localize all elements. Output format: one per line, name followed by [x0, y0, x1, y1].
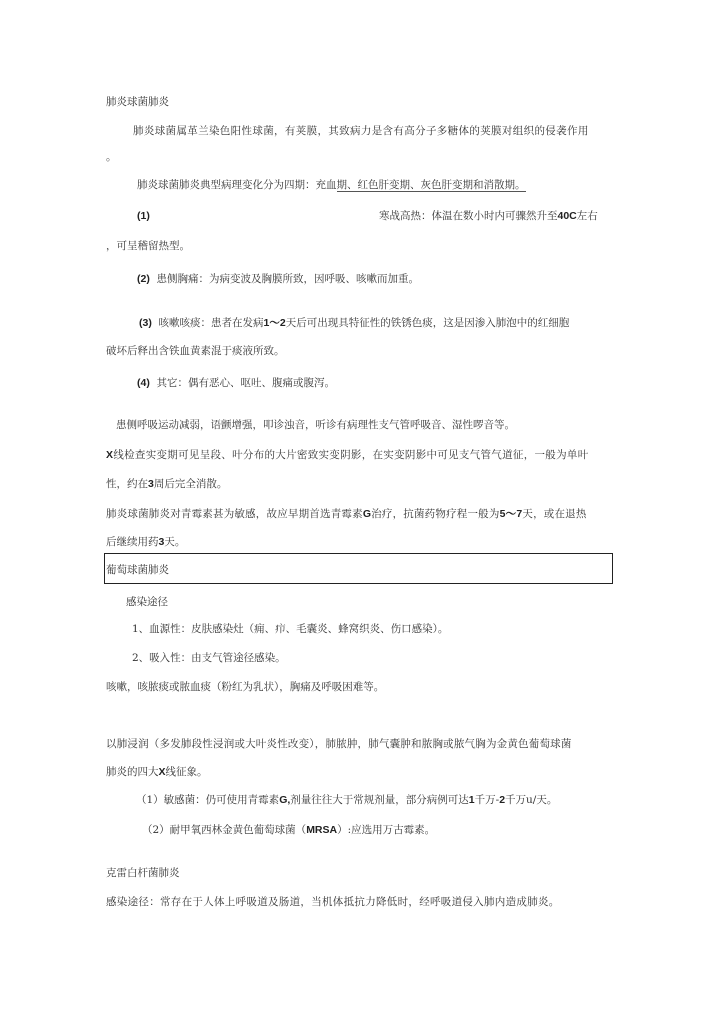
text: G [362, 508, 372, 520]
num: (2) [137, 273, 150, 285]
heading-staphylococcal: 葡萄球菌肺炎 [106, 564, 169, 576]
underlined-text: 期、红色肝变期、灰色肝变期和消散期。 [336, 179, 526, 191]
text: （1）敏感菌：仍可使用青霉素 [136, 794, 280, 806]
paragraph [137, 376, 335, 390]
text: 肺炎球菌肺炎典型病理变化分为四期：充血 [137, 179, 337, 191]
text: 周后完全消散。 [153, 478, 228, 490]
text: 剂量往往大于常规剂量，部分病例可达 [290, 794, 469, 806]
paragraph: 。 [106, 151, 117, 163]
paragraph: 破坏后释出含铁血黄素混于痰液所致。 [106, 345, 285, 357]
text: 肺炎的四大 [106, 766, 159, 778]
heading-pneumococcal: 肺炎球菌肺炎 [106, 96, 169, 108]
text: X [158, 766, 166, 778]
text: 千万u/天。 [505, 794, 558, 806]
text: 1～2 [263, 317, 286, 329]
list-item [142, 823, 435, 837]
text: X [106, 449, 114, 461]
list-item: 1、血源性：皮肤感染灶（痈、疖、毛囊炎、蜂窝织炎、伤口感染）。 [132, 623, 449, 635]
text: 2 [499, 794, 506, 806]
paragraph: 患侧呼吸运动减弱，语颤增强，叩诊浊音，听诊有病理性支气管呼吸音、湿性啰音等。 [116, 419, 515, 431]
paragraph: 感染途径：常存在于人体上呼吸道及肠道，当机体抵抗力降低时，经呼吸道侵入肺内造成肺炎。 [106, 896, 560, 908]
paragraph: 咳嗽，咳脓痰或脓血痰（粉红为乳状），胸痛及呼吸困难等。 [106, 681, 385, 693]
text: 肺炎球菌肺炎对青霉素甚为敏感，故应早期首选青霉素 [106, 508, 363, 520]
paragraph: ，可呈稽留热型。 [106, 240, 190, 252]
num: (3) [139, 317, 152, 329]
text: 5～7 [499, 508, 523, 520]
list-item: 2、吸入性：由支气管途径感染。 [132, 652, 286, 664]
text: 治疗，抗菌药物疗程一般为 [371, 508, 500, 520]
text: 线征象。 [165, 766, 208, 778]
paragraph [106, 765, 208, 779]
text: 线检查实变期可见呈段、叶分布的大片密致实变阴影，在实变阴影中可见支气管气道征，一般为单叶 [113, 449, 589, 461]
paragraph: 感染途径 [126, 596, 168, 608]
text: 千万- [474, 794, 500, 806]
paragraph [379, 209, 598, 223]
text: 患侧胸痛：为病变波及胸膜所致，因呼吸、咳嗽而加重。 [156, 273, 420, 285]
text: 3 [158, 536, 165, 548]
paragraph: 以肺浸润（多发肺段性浸润或大叶炎性改变），肺脓肿，肺气囊肿和脓胸或脓气胸为金黄色葡萄球菌 [106, 738, 572, 750]
text: 天，或在退热 [522, 508, 587, 520]
text: 1 [468, 794, 475, 806]
paragraph [106, 448, 589, 462]
num: (1) [137, 210, 150, 222]
text: 天后可出现具特征性的铁锈色痰，这是因渗入肺泡中的红细胞 [285, 317, 570, 329]
paragraph [137, 178, 526, 192]
text: 左右 [576, 210, 598, 222]
text: 性，约在 [106, 478, 148, 490]
item-number [137, 209, 150, 223]
text: 咳嗽咳痰：患者在发病 [158, 317, 264, 329]
text: 其它：偶有恶心、呕吐、腹痛或腹泻。 [156, 377, 336, 389]
text: 40C [557, 210, 577, 222]
list-item [136, 793, 557, 807]
paragraph [139, 316, 569, 330]
num: (4) [137, 377, 150, 389]
paragraph [106, 477, 227, 491]
text-box [104, 553, 613, 584]
text: （2）耐甲氧西林金黄色葡萄球菌（ [142, 824, 307, 836]
text: G, [279, 794, 291, 806]
text: 天。 [164, 536, 186, 548]
paragraph [106, 535, 185, 549]
text: 3 [148, 478, 154, 490]
text: ）:应选用万古霉素。 [337, 824, 436, 836]
heading-klebsiella: 克雷白杆菌肺炎 [106, 867, 180, 879]
text: 寒战高热：体温在数小时内可骤然升至 [379, 210, 558, 222]
paragraph [137, 272, 419, 286]
paragraph: 肺炎球菌属革兰染色阳性球菌，有荚膜，其致病力是含有高分子多糖体的荚膜对组织的侵袭作用 [133, 125, 589, 137]
paragraph [106, 507, 587, 521]
text: MRSA [306, 824, 338, 836]
text: 后继续用药 [106, 536, 159, 548]
